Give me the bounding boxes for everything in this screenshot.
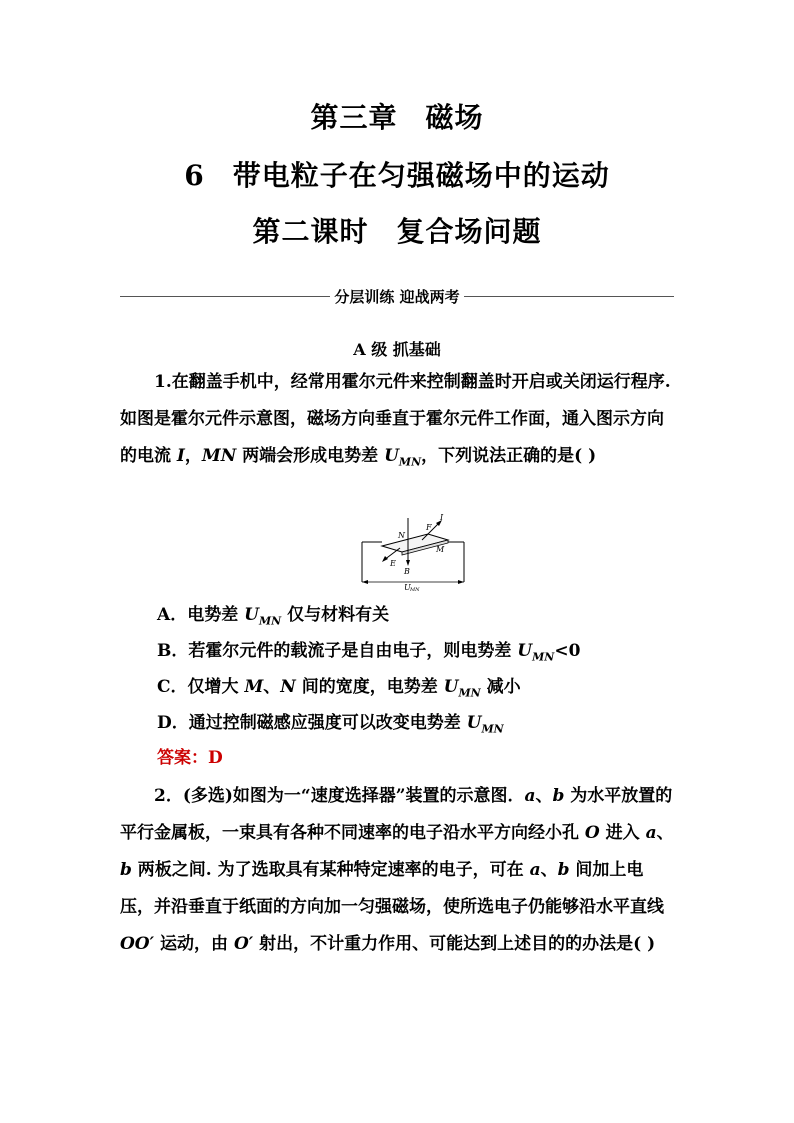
option-a bbox=[157, 600, 389, 627]
section-divider bbox=[120, 285, 674, 307]
q2-text: 2．(多选)如图为一“速度选择器”装置的示意图． bbox=[154, 786, 525, 806]
label-u: U bbox=[404, 583, 411, 592]
q2-o: O bbox=[584, 823, 600, 843]
chapter-title bbox=[0, 96, 794, 136]
q1-u-symbol: U bbox=[384, 446, 399, 466]
lesson-name: 复合场问题 bbox=[396, 215, 542, 248]
section-name: 带电粒子在匀强磁场中的运动 bbox=[232, 159, 610, 192]
option-b-text: B．若霍尔元件的载流子是自由电子，则电势差 bbox=[157, 641, 518, 661]
q1-text: ，下列说法正确的是( ) bbox=[421, 446, 597, 466]
option-c-text: C．仅增大 bbox=[157, 677, 245, 697]
q2-text: 为水平放置的平行金属板，一束具有各种不同速率的电子沿水平方向经小孔 bbox=[120, 786, 673, 843]
option-a-sub: MN bbox=[258, 614, 282, 628]
q1-u-subscript: MN bbox=[398, 455, 422, 469]
option-a-text: 仅与材料有关 bbox=[281, 605, 390, 625]
option-c-text: 、 bbox=[263, 677, 281, 697]
option-b bbox=[157, 636, 580, 663]
chapter-number: 第三章 bbox=[310, 101, 398, 134]
q2-text: 射出，不计重力作用、可能达到上述目的的办法是( ) bbox=[253, 934, 656, 954]
option-d-sub: MN bbox=[481, 722, 504, 736]
q2-a: a bbox=[645, 823, 657, 843]
label-e: E bbox=[390, 559, 396, 568]
option-a-u: U bbox=[244, 605, 259, 625]
q2-oo-line: OO′ bbox=[120, 934, 155, 954]
q2-a: a bbox=[529, 860, 541, 880]
q2-b: b bbox=[552, 786, 565, 806]
question-1 bbox=[120, 364, 676, 480]
answer: 答案：D bbox=[157, 748, 223, 768]
lesson-number: 第二课时 bbox=[252, 215, 369, 248]
question-2 bbox=[120, 778, 676, 963]
label-m: M bbox=[436, 545, 445, 554]
lesson-title bbox=[0, 210, 794, 250]
q2-text: 进入 bbox=[599, 823, 646, 843]
option-c-sub: MN bbox=[458, 686, 481, 700]
q1-current-symbol: I bbox=[176, 446, 185, 466]
option-c-text: 减小 bbox=[480, 677, 521, 697]
hall-element-figure bbox=[360, 510, 470, 593]
section-number: 6 bbox=[184, 159, 205, 192]
q2-text: 运动，由 bbox=[154, 934, 234, 954]
q2-text: 、 bbox=[540, 860, 558, 880]
option-a-text: A．电势差 bbox=[157, 605, 245, 625]
option-d-text: D．通过控制磁感应强度可以改变电势差 bbox=[157, 713, 467, 733]
section-title bbox=[0, 154, 794, 194]
label-f: F bbox=[426, 523, 432, 532]
label-n: N bbox=[398, 531, 405, 540]
option-b-text: <0 bbox=[554, 641, 581, 661]
chapter-name: 磁场 bbox=[425, 101, 484, 134]
option-d-u: U bbox=[466, 713, 482, 733]
q2-text: 、 bbox=[656, 823, 674, 843]
q1-text: ， bbox=[184, 446, 202, 466]
divider-line-right bbox=[464, 296, 674, 297]
option-c-text: 间的宽度，电势差 bbox=[295, 677, 444, 697]
q2-b: b bbox=[557, 860, 570, 880]
label-u-sub: MN bbox=[410, 587, 420, 593]
option-b-u: U bbox=[517, 641, 533, 661]
q2-text: 间加上电压，并沿垂直于纸面的方向加一匀强磁场，使所选电子仍能够沿水平直线 bbox=[120, 860, 664, 917]
option-c-m: M bbox=[244, 677, 264, 697]
q1-text: 1.在翻盖手机中，经常用霍尔元件来控制翻盖时开启或关闭运行程序. 如图是霍尔元件示意图，磁场方向垂直于霍尔元件工作面，通入图示方向的电流 bbox=[120, 372, 671, 466]
q1-text: 两端会形成电势差 bbox=[236, 446, 385, 466]
divider-line-left bbox=[120, 296, 330, 297]
q2-b: b bbox=[120, 860, 132, 880]
q2-a: a bbox=[524, 786, 536, 806]
q2-text: 、 bbox=[535, 786, 553, 806]
option-c-n: N bbox=[280, 677, 296, 697]
option-d bbox=[157, 708, 504, 735]
label-b: B bbox=[404, 567, 410, 576]
label-i: I bbox=[440, 513, 444, 522]
option-c bbox=[157, 672, 521, 699]
q2-text: 两板之间. 为了选取具有某种特定速率的电子，可在 bbox=[131, 860, 530, 880]
divider-text: 分层训练 迎战两考 bbox=[334, 287, 460, 306]
option-c-u: U bbox=[443, 677, 459, 697]
q1-mn-symbol: MN bbox=[201, 446, 237, 466]
level-heading: A 级 抓基础 bbox=[353, 340, 441, 359]
q2-o-prime: O′ bbox=[233, 934, 254, 954]
option-b-sub: MN bbox=[532, 650, 555, 664]
